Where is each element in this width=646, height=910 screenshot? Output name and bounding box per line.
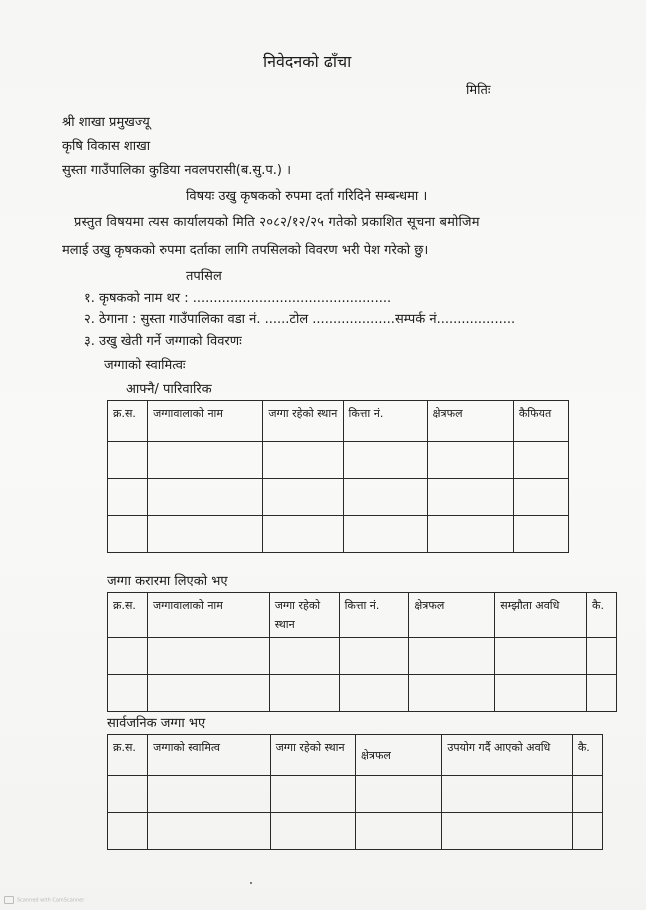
cell[interactable] bbox=[148, 479, 263, 516]
col-area: क्षेत्रफल bbox=[409, 593, 495, 638]
cell[interactable] bbox=[495, 638, 587, 675]
cell[interactable] bbox=[108, 675, 148, 712]
recipient-line-3: सुस्ता गाउँपालिका कुडिया नवलपरासी(ब.सु.प.) । bbox=[62, 163, 291, 178]
cell[interactable] bbox=[427, 442, 513, 479]
cell[interactable] bbox=[148, 813, 270, 850]
col-usage-period: उपयोग गर्दै आएको अवधि bbox=[442, 735, 573, 776]
cell[interactable] bbox=[108, 479, 148, 516]
cell[interactable] bbox=[147, 675, 269, 712]
table-row bbox=[108, 776, 603, 813]
cell[interactable] bbox=[148, 516, 263, 553]
body-line-2: मलाई उखु कृषकको रुपमा दर्ताका लागि तपसिलको विवरण भरी पेश गरेको छु। bbox=[62, 243, 429, 258]
col-area: क्षेत्रफल bbox=[355, 735, 441, 776]
camscanner-icon bbox=[4, 896, 14, 904]
col-agreement-period: सम्झौता अवधि bbox=[495, 593, 587, 638]
col-serial: क्र.स. bbox=[108, 735, 148, 776]
cell[interactable] bbox=[263, 516, 343, 553]
col-remarks: कैफियत bbox=[513, 401, 568, 442]
cell[interactable] bbox=[270, 813, 355, 850]
cell[interactable] bbox=[343, 479, 427, 516]
recipient-line-1: श्री शाखा प्रमुखज्यू bbox=[62, 115, 150, 130]
cell[interactable] bbox=[263, 479, 343, 516]
table-row bbox=[108, 442, 569, 479]
cell[interactable] bbox=[343, 516, 427, 553]
col-plot-number: कित्ता नं. bbox=[343, 401, 427, 442]
item-farmer-name: १. कृषकको नाम थर : ................................................ bbox=[84, 291, 392, 306]
cell[interactable] bbox=[108, 516, 148, 553]
cell[interactable] bbox=[355, 776, 441, 813]
col-serial: क्र.स. bbox=[108, 593, 148, 638]
table-header-row bbox=[108, 401, 569, 442]
item-address: २. ठेगाना : सुस्ता गाउँपालिका वडा नं. ......टोल ....................सम्पर्क नं................... bbox=[84, 312, 516, 327]
cell[interactable] bbox=[442, 776, 573, 813]
document-title: निवेदनको ढाँचा bbox=[263, 52, 352, 71]
col-owner-name: जग्गावालाको नाम bbox=[148, 401, 263, 442]
cell[interactable] bbox=[269, 638, 339, 675]
subject-line: विषयः उखु कृषकको रुपमा दर्ता गरिदिने सम्बन्धमा । bbox=[186, 189, 428, 204]
cell[interactable] bbox=[427, 516, 513, 553]
details-heading: तपसिल bbox=[186, 269, 222, 284]
cell[interactable] bbox=[587, 638, 617, 675]
cell[interactable] bbox=[442, 813, 573, 850]
cell[interactable] bbox=[108, 776, 148, 813]
cell[interactable] bbox=[572, 776, 602, 813]
table-header-row bbox=[108, 593, 617, 638]
ownership-label: जग्गाको स्वामित्वः bbox=[104, 358, 186, 373]
section-own-label: आफ्नै/ पारिवारिक bbox=[126, 382, 212, 397]
col-owner-name: जग्गावालाको नाम bbox=[147, 593, 269, 638]
scan-speck bbox=[250, 882, 252, 884]
table-row bbox=[108, 675, 617, 712]
cell[interactable] bbox=[409, 675, 495, 712]
col-land-ownership: जग्गाको स्वामित्व bbox=[148, 735, 270, 776]
cell[interactable] bbox=[513, 442, 568, 479]
leased-land-table bbox=[107, 592, 617, 712]
cell[interactable] bbox=[343, 442, 427, 479]
col-remarks: कै. bbox=[572, 735, 602, 776]
table-row bbox=[108, 813, 603, 850]
cell[interactable] bbox=[147, 638, 269, 675]
cell[interactable] bbox=[513, 516, 568, 553]
watermark-text: Scanned with CamScanner bbox=[17, 897, 85, 904]
cell[interactable] bbox=[339, 675, 409, 712]
cell[interactable] bbox=[427, 479, 513, 516]
col-remarks: कै. bbox=[587, 593, 617, 638]
col-land-location: जग्गा रहेको स्थान bbox=[270, 735, 355, 776]
cell[interactable] bbox=[355, 813, 441, 850]
cell[interactable] bbox=[270, 776, 355, 813]
recipient-line-2: कृषि विकास शाखा bbox=[62, 139, 151, 154]
public-land-table bbox=[107, 734, 603, 850]
cell[interactable] bbox=[108, 813, 148, 850]
cell[interactable] bbox=[495, 675, 587, 712]
table-header-row bbox=[108, 735, 603, 776]
cell[interactable] bbox=[572, 813, 602, 850]
date-label: मितिः bbox=[466, 83, 491, 98]
cell[interactable] bbox=[587, 675, 617, 712]
section-public-label: सार्वजनिक जग्गा भए bbox=[107, 716, 206, 731]
cell[interactable] bbox=[148, 776, 270, 813]
cell[interactable] bbox=[339, 638, 409, 675]
cell[interactable] bbox=[148, 442, 263, 479]
col-plot-number: कित्ता नं. bbox=[339, 593, 409, 638]
cell[interactable] bbox=[108, 638, 148, 675]
item-land-details: ३. उखु खेती गर्ने जग्गाको विवरणः bbox=[84, 334, 242, 349]
scanner-watermark bbox=[4, 896, 84, 904]
col-area: क्षेत्रफल bbox=[427, 401, 513, 442]
body-line-1: प्रस्तुत विषयमा त्यस कार्यालयको मिति २०८२/१२/२५ गतेको प्रकाशित सूचना बमोजिम bbox=[74, 215, 480, 230]
col-land-location: जग्गा रहेको स्थान bbox=[263, 401, 343, 442]
table-row bbox=[108, 516, 569, 553]
cell[interactable] bbox=[409, 638, 495, 675]
section-lease-label: जग्गा करारमा लिएको भए bbox=[107, 574, 228, 589]
col-land-location: जग्गा रहेको स्थान bbox=[269, 593, 339, 638]
cell[interactable] bbox=[263, 442, 343, 479]
own-land-table bbox=[107, 400, 569, 553]
cell[interactable] bbox=[513, 479, 568, 516]
table-row bbox=[108, 479, 569, 516]
col-serial: क्र.स. bbox=[108, 401, 148, 442]
cell[interactable] bbox=[108, 442, 148, 479]
table-row bbox=[108, 638, 617, 675]
cell[interactable] bbox=[269, 675, 339, 712]
